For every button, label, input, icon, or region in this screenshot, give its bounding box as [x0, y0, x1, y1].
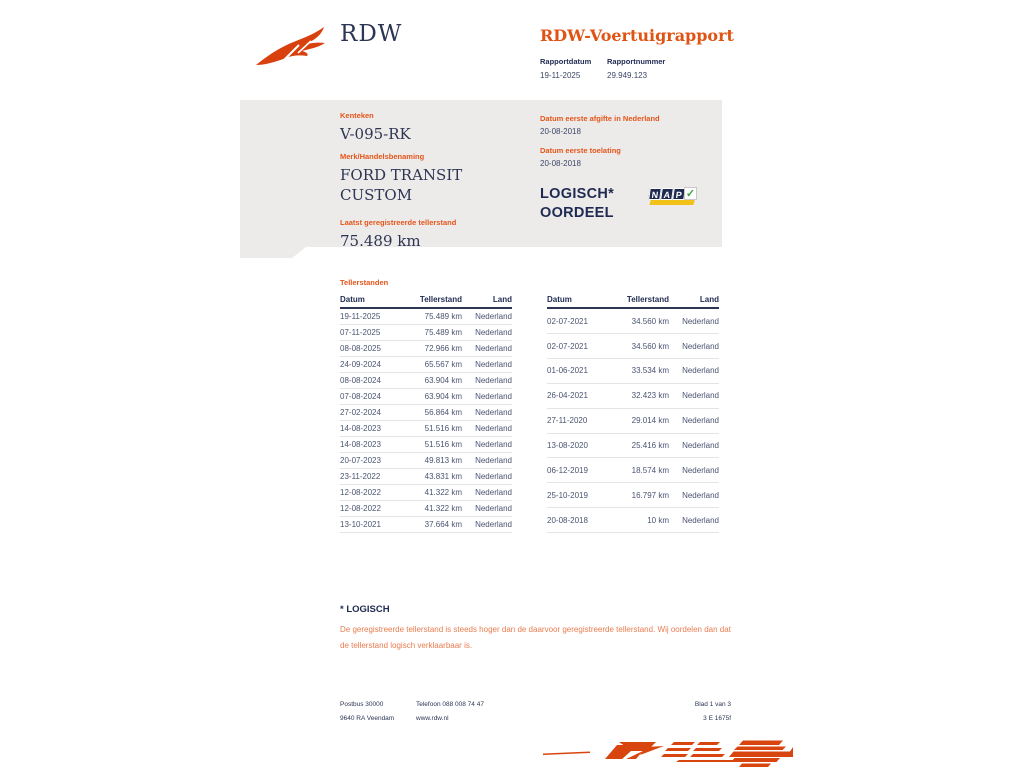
tellerstanden-title: Tellerstanden — [340, 278, 389, 287]
merk-value: FORD TRANSIT CUSTOM — [340, 166, 463, 204]
footer-address — [340, 701, 394, 729]
report-date-label: Rapportdatum — [540, 57, 592, 66]
tellerstanden-section — [340, 278, 719, 533]
table-row: 13-08-2020 25.416 km Nederland — [547, 433, 719, 458]
oordeel-line2: OORDEEL — [540, 205, 614, 221]
report-date-value: 19-11-2025 — [540, 71, 581, 80]
table-row: 07-08-2024 63.904 km Nederland — [340, 389, 512, 405]
table-row: 06-12-2019 18.574 km Nederland — [547, 458, 719, 483]
page-title: RDW-Voertuigrapport — [540, 26, 734, 45]
oordeel-line1: LOGISCH* — [540, 186, 615, 202]
table-row: 13-10-2021 37.664 km Nederland — [340, 517, 512, 533]
tellerstanden-table-right — [547, 293, 719, 533]
logisch-explanation-title: * LOGISCH — [340, 604, 390, 615]
table-row: 02-07-2021 34.560 km Nederland — [547, 308, 719, 334]
column-header: Datum — [547, 293, 609, 308]
column-header: Tellerstand — [402, 293, 462, 308]
toelating-label: Datum eerste toelating — [540, 146, 621, 155]
oordeel-text — [540, 185, 648, 223]
table-header-row — [340, 293, 512, 308]
footer-contact — [416, 701, 484, 729]
column-header: Tellerstand — [609, 293, 669, 308]
table-row: 02-07-2021 34.560 km Nederland — [547, 334, 719, 359]
logisch-explanation-body: De geregistreerde tellerstand is steeds hoger dan de daarvoor geregistreerde tellerstand. Wij oordelen dan dat de tellerstand logisch verklaarbaar is. — [340, 625, 731, 650]
report-number-label: Rapportnummer — [607, 57, 666, 66]
footer-website-link[interactable]: www.rdw.nl — [416, 715, 449, 722]
nap-checkmark-icon: ✓ — [685, 188, 696, 200]
table-row: 14-08-2023 51.516 km Nederland — [340, 437, 512, 453]
table-row: 08-08-2025 72.966 km Nederland — [340, 341, 512, 357]
logisch-explanation — [340, 604, 732, 653]
nap-logo — [648, 185, 698, 209]
column-header: Land — [462, 293, 512, 308]
table-row: 24-09-2024 65.567 km Nederland — [340, 357, 512, 373]
page-footer — [340, 701, 731, 727]
table-row: 25-10-2019 16.797 km Nederland — [547, 483, 719, 508]
table-row: 27-02-2024 56.864 km Nederland — [340, 405, 512, 421]
toelating-value: 20-08-2018 — [540, 159, 581, 168]
rdw-logo-icon — [253, 24, 333, 70]
afgifte-label: Datum eerste afgifte in Nederland — [540, 114, 660, 123]
nap-letter-p: P — [672, 188, 686, 200]
footer-pagination — [695, 701, 731, 729]
footer-address-line1: Postbus 30000 — [340, 701, 384, 708]
table-row: 26-04-2021 32.423 km Nederland — [547, 383, 719, 408]
table-row: 12-08-2022 41.322 km Nederland — [340, 501, 512, 517]
kenteken-label: Kenteken — [340, 111, 374, 120]
table-row: 07-11-2025 75.489 km Nederland — [340, 325, 512, 341]
table-row: 20-07-2023 49.813 km Nederland — [340, 453, 512, 469]
tellerstanden-table-left — [340, 293, 512, 533]
footer-address-line2: 9640 RA Veendam — [340, 715, 395, 722]
report-number-value: 29.949.123 — [607, 71, 648, 80]
table-row: 14-08-2023 51.516 km Nederland — [340, 421, 512, 437]
column-header: Datum — [340, 293, 402, 308]
nap-letter-n: N — [648, 188, 662, 200]
table-row: 01-06-2021 33.534 km Nederland — [547, 358, 719, 383]
report-meta — [540, 57, 665, 80]
tellerstand-label: Laatst geregistreerde tellerstand — [340, 218, 457, 227]
table-row: 19-11-2025 75.489 km Nederland — [340, 308, 512, 325]
column-header: Land — [669, 293, 719, 308]
decorative-stripes-graphic — [543, 737, 793, 768]
merk-label: Merk/Handelsbenaming — [340, 152, 425, 161]
table-row: 20-08-2018 10 km Nederland — [547, 508, 719, 533]
table-row: 27-11-2020 29.014 km Nederland — [547, 408, 719, 433]
kenteken-value: V-095-RK — [340, 125, 411, 143]
afgifte-value: 20-08-2018 — [540, 127, 581, 136]
table-row: 23-11-2022 43.831 km Nederland — [340, 469, 512, 485]
footer-form-code: 3 E 1675f — [703, 715, 731, 722]
table-header-row — [547, 293, 719, 308]
rdw-logo-text: RDW — [340, 21, 403, 47]
table-row: 12-08-2022 41.322 km Nederland — [340, 485, 512, 501]
footer-page-number: Blad 1 van 3 — [694, 701, 731, 708]
nap-letter-a: A — [660, 188, 674, 200]
tellerstand-value: 75.489 km — [340, 232, 421, 250]
vehicle-summary-panel — [240, 100, 722, 250]
footer-phone: Telefoon 088 008 74 47 — [416, 701, 484, 708]
table-row: 08-08-2024 63.904 km Nederland — [340, 373, 512, 389]
